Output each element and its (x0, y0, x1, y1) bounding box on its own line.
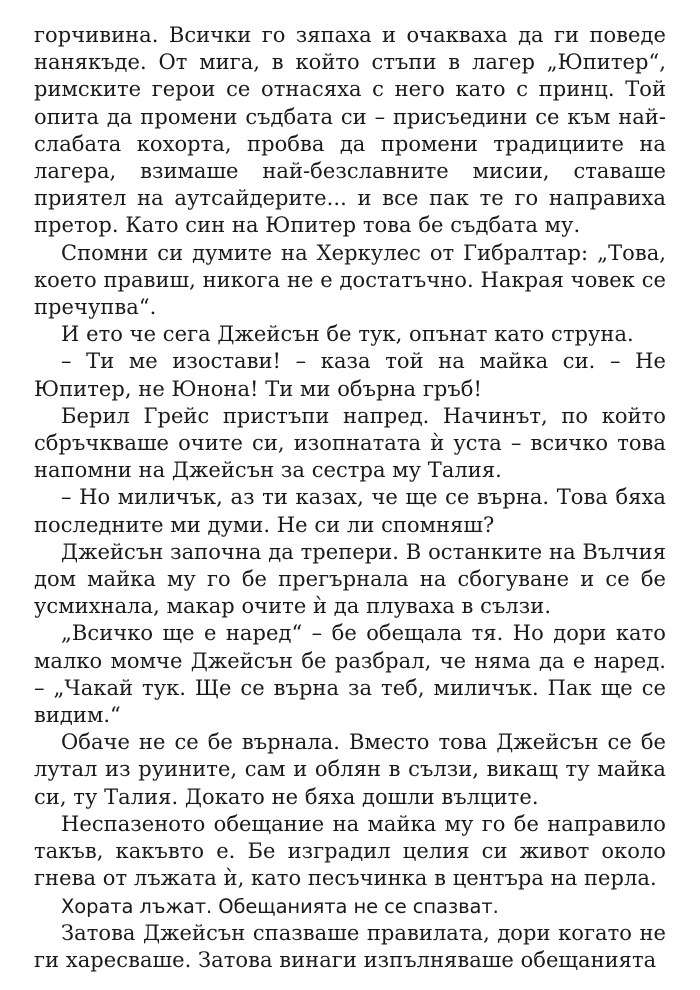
paragraph-rules: Затова Джейсън спазваше правилата, дори когато не ги харесваше. Затова винаги изпълняваше обещанията (34, 920, 666, 972)
paragraph-not-returned: Обаче не се бе върнала. Вместо това Джейсън се бе лутал из руините, сам и облян в сълзи, викащ ту майка си, ту Талия. Докато не бяха дошли вълците. (34, 730, 666, 809)
paragraph-trembling: Джейсън започна да трепери. В останките на Вълчия дом майка му го бе прегърнала на сбогуване и се бе усмихнала, макар очите ѝ да плуваха в сълзи. (34, 539, 666, 619)
paragraph-dialogue-promise: – Но миличък, аз ти казах, че ще се върна. Това бяха последните ми думи. Не си ли спомняш? (34, 485, 666, 537)
paragraph-beryl-steps: Берил Грейс пристъпи напред. Начинът, по който сбръчкваше очите си, изопнатата ѝ уста – всичко това напомни на Джейсън за сестра му Талия. (34, 403, 666, 483)
paragraph-dialogue-abandon: – Ти ме изостави! – каза той на майка си. – Не Юпитер, не Юнона! Ти ми обърна гръб! (34, 349, 666, 401)
paragraph-continuation: горчивина. Всички го зяпаха и очакваха да ги поведе нанякъде. От мига, в който стъпи в лагер „Юпитер“, римските герои се отнасяха с него като с принц. Той опита да промени съдбата си – присъедини се към най-слабата кохорта, пробва да промени традициите на лагера, взимаше най-безславните мисии, ставаше приятел на аутсайдерите... и все пак те го направиха претор. Като син на Юпитер това бе съдбата му. (34, 23, 666, 238)
paragraph-thought-line: Хората лъжат. Обещанията не се спазват. (61, 894, 499, 918)
paragraph-memory-quote: „Всичко ще е наред“ – бе обещала тя. Но дори като малко момче Джейсън бе разбрал, че няма да е наред. – „Чакай тук. Ще се върна за теб, миличък. Пак ще се видим.“ (34, 621, 666, 728)
book-page (34, 22, 666, 974)
paragraph-tense: И ето че сега Джейсън бе тук, опънат като струна. (61, 322, 634, 347)
paragraph-hercules-quote: Спомни си думите на Херкулес от Гибралтар: „Това, което правиш, никога не е достатъчно. Накрая човек се пречупва“. (34, 240, 666, 320)
paragraph-broken-promise: Неспазеното обещание на майка му го бе направило такъв, какъвто е. Бе изградил целия си живот около гнева от лъжата ѝ, като песъчинка в центъра на перла. (34, 811, 666, 891)
